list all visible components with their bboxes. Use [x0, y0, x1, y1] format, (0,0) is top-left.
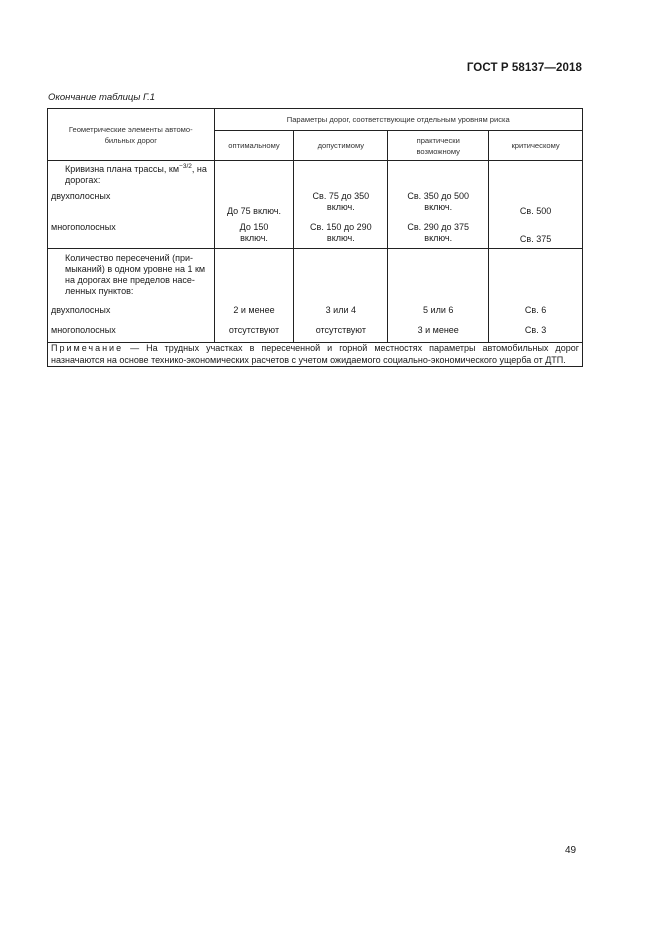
row-label: многополосных — [48, 222, 215, 249]
table-cell: Св. 75 до 350 включ. — [294, 191, 388, 222]
section-curvature-title-row — [48, 161, 583, 191]
table-cell: Св. 350 до 500 включ. — [388, 191, 489, 222]
table-note — [48, 343, 583, 367]
subheader-critical: критическому — [489, 131, 583, 161]
row-label: многополосных — [48, 325, 215, 343]
table-cell: 3 или 4 — [294, 305, 388, 325]
table-cell: 3 и менее — [388, 325, 489, 343]
section-intersections-title: Количество пересечений (при- мыканий) в одном уровне на 1 км на дорогах вне пределов насе- ленных пунктов: — [48, 249, 215, 305]
table-cell: Св. 500 — [489, 191, 583, 222]
table-row — [48, 305, 583, 325]
table-cell: 2 и менее — [214, 305, 294, 325]
row-label: двухполосных — [48, 191, 215, 222]
table-cell: Св. 6 — [489, 305, 583, 325]
document-standard-header: ГОСТ Р 58137—2018 — [466, 62, 582, 74]
table-cell: отсутствуют — [294, 325, 388, 343]
subheader-practically-possible: практически возможному — [388, 131, 489, 161]
section-curvature-title: Кривизна плана трассы, $км^{-3/2}$, на дорогах: — [48, 161, 215, 191]
table-cell: Св. 375 — [489, 222, 583, 249]
section-intersections-title-row — [48, 249, 583, 305]
table-cell: До 150 включ. — [214, 222, 294, 249]
table-cell: 5 или 6 — [388, 305, 489, 325]
table-caption: Окончание таблицы Г.1 — [48, 92, 156, 103]
page-number: 49 — [565, 845, 577, 856]
column-header-elements: Геометрические элементы автомо-бильных дорог — [48, 109, 215, 161]
table-row — [48, 222, 583, 249]
column-group-header: Параметры дорог, соответствующие отдельным уровням риска — [214, 109, 582, 131]
table-cell: отсутствуют — [214, 325, 294, 343]
note-text: — На трудных участках в пересеченной и горной местностях параметры автомобильных дорог назначаются на основе технико-экономических расчетов с учетом ожидаемого социально-экономического ущерба от ДТП. — [51, 343, 579, 365]
row-label: двухполосных — [48, 305, 215, 325]
table-cell: Св. 290 до 375 включ. — [388, 222, 489, 249]
subheader-optimal: оптимальному — [214, 131, 294, 161]
table-cell: До 75 включ. — [214, 191, 294, 222]
table-note-row — [48, 343, 583, 367]
subheader-acceptable: допустимому — [294, 131, 388, 161]
table-row — [48, 325, 583, 343]
risk-parameters-table — [47, 108, 583, 367]
table-header-row — [48, 109, 583, 131]
note-label: Примечание — [51, 343, 124, 353]
table-row — [48, 191, 583, 222]
table-cell: Св. 3 — [489, 325, 583, 343]
table-cell: Св. 150 до 290 включ. — [294, 222, 388, 249]
